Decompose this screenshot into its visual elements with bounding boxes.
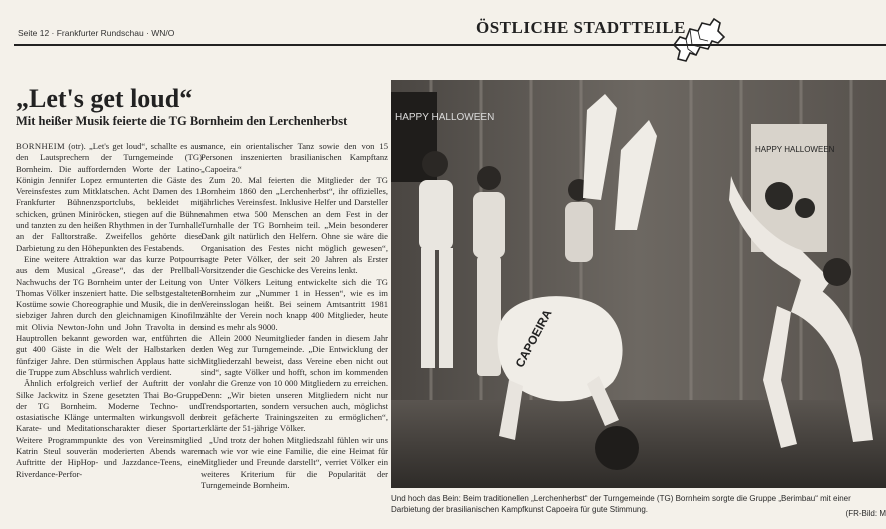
photo-caption: Und hoch das Bein: Beim traditionellen „Lerchenherbst“ der Turngemeinde (TG) Bornheim sorgte die Gruppe „Berimbau“ mit einer Darbietung der brasilianischen Kampfkunst Capoeira für gute Stimmung. [391,494,851,514]
photo-credit: (FR-Bild: M [845,509,886,518]
article-paragraph: BORNHEIM (otr). „Let's get loud“, schallte es aus den Lautsprechern der Turngemeinde (TG) Bornheim. Die auffordernden Worte der Latino-Königin Jennifer Lopez ermunterten die Gäste des Vereinsfestes zum Mitklatschen. Acht Damen des 1. Frankfurter Bühnenzsportclubs, bekleidet mit schicken, grünen Miniröcken, stiegen auf die Bühne und tanzten zu den heißen Rhythmen in der Turnhalle an der Falltorstraße. Zweifellos gehörte diese Darbietung zu den Höhepunkten des Festabends. [16,141,202,253]
poster-right-text: HAPPY HALLOWEEN [755,145,835,154]
article-column-1 [16,141,202,521]
article-paragraph: mance, ein orientalischer Tanz sowie den von 15 Personen inszenierten brasilianischen Kampftanz „Capoeira.“ [201,141,388,174]
article-photo [391,80,886,488]
poster-left-text: HAPPY HALLOWEEN [395,112,495,123]
article-paragraph: Eine weitere Attraktion war das kurze Potpourri aus dem Musical „Grease“, das der Prellball-Nachwuchs der TG Bornheim unter der Leitung von Thomas Völker inszeniert hatte. Die selbstgestalteten Kostüme sowie Choreographie und Musik, die in den siebziger Jahren durch den gleichnamigen Kinofilm mit Olivia Newton-John und John Travolta in den Hauptrollen bekannt geworden war, entführten die gut 400 Gäste in die Welt der Halbstarken der fünfziger Jahre. Den stürmischen Applaus hatte sich die Truppe zum Abschluss wahrlich verdient. [16,253,202,377]
article-subheadline: Mit heißer Musik feierte die TG Bornheim den Lerchenherbst [16,114,348,128]
shirt-text: CAPOEIRA [512,307,555,370]
article-column-2 [201,141,388,521]
article-paragraph: „Und trotz der hohen Mitgliedszahl fühlen wir uns nach wie vor wie eine Familie, die eine Heimat für Mitglieder und Freunde darstellt“, verriet Völker ein weiteres Kriterium für die Popularität der Turngemeinde Bornheim. [201,434,388,490]
article-headline: „Let's get loud“ [16,84,193,113]
district-map-icon [668,15,726,67]
article-paragraph: Unter Völkers Leitung entwickelte sich die TG Bornheim zur „Nummer 1 in Hessen“, wie es im Vereinsslogan heißt. Bei seinem Amtsantritt 1981 zählte der Verein noch knapp 400 Mitglieder, heute sind es mehr als 9000. [201,276,388,332]
article-paragraph: Zum 20. Mal feierten die Mitglieder der TG Bornheim 1860 den „Lerchenherbst“, ihr offizielles, jährliches Vereinsfest. Inklusive Helfer und Darsteller nahmen etwa 500 Menschen an dem Fest in der Turnhalle der TG Bornheim teil. „Mein besonderer Dank gilt natürlich den Helfern. Ohne sie wäre die Organisation des Festes nicht möglich gewesen“, sagte Peter Völker, der seit 20 Jahren als Erster Vorsitzender die Geschicke des Vereins lenkt. [201,174,388,276]
header-rule [14,44,886,46]
article-paragraph: Ähnlich erfolgreich verlief der Auftritt der von Silke Jackwitz in Szene gesetzten Thai Bo-Gruppe der TG Bornheim. Moderne Techno- und ostasiatische Klänge untermalten wirkungsvoll den Karate- und Meditationscharakter dieser Sportart. Weitere Programmpunkte des von Vereinsmitglied Katrin Steul souverän moderierten Abends waren Auftritte der HipHop- und Jazzdance-Teens, eine Riverdance-Perfor- [16,378,202,479]
section-title: ÖSTLICHE STADTTEILE [476,18,686,37]
article-paragraph: Allein 2000 Neumitglieder fanden in diesem Jahr den Weg zur Turngemeinde. „Die Entwicklung der Mitgliederzahl beweist, dass Vereine eben nicht out sind“, sagte Völker und hofft, schon im kommenden Jahr die Grenze von 10 000 Mitgliedern zu erreichen. Denn: „Wir bieten unseren Mitgliedern nicht nur Trendsportarten, sondern versuchen auch, möglichst breit gefächerte Trainingszeiten zu ermöglichen“, erklärte der 51-jährige Völker. [201,333,388,434]
dateline: BORNHEIM [16,141,66,151]
page-info: Seite 12 · Frankfurter Rundschau · WN/O [18,28,175,38]
